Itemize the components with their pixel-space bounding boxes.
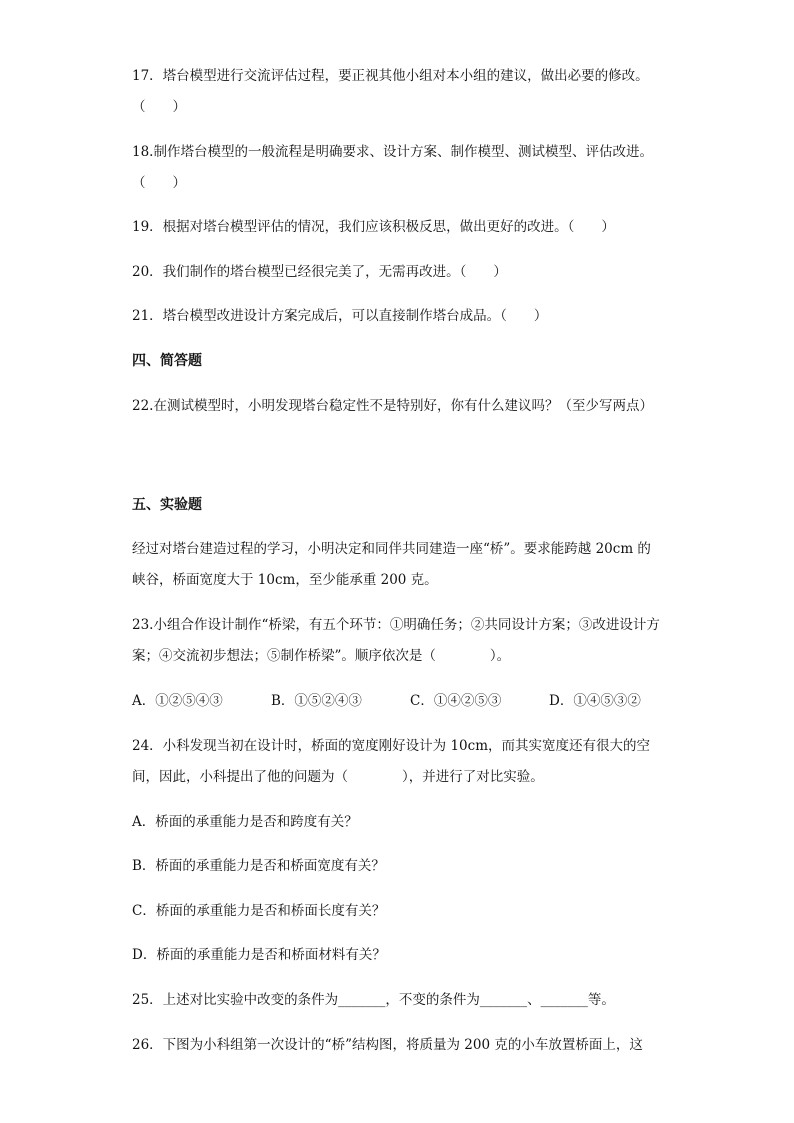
question-23-option-c: C．①④②⑤③ [410,693,502,709]
question-20: 20．我们制作的塔台模型已经很完美了，无需再改进。（ ） [132,264,507,280]
question-26: 26．下图为小科组第一次设计的“桥”结构图，将质量为 200 克的小车放置桥面上，这 [132,1037,643,1053]
question-24-option-c: C．桥面的承重能力是否和桥面长度有关？ [132,903,386,919]
question-23-option-a: A．①②⑤④③ [132,693,223,709]
question-23-option-d: D．①④⑤③② [549,693,641,709]
question-21: 21．塔台模型改进设计方案完成后，可以直接制作塔台成品。（ ） [132,308,548,324]
question-17-line-1: 17．塔台模型进行交流评估过程，要正视其他小组对本小组的建议，做出必要的修改。 [132,68,649,84]
experiment-intro-line-2: 峡谷，桥面宽度大于 10cm，至少能承重 200 克。 [132,572,438,588]
section-heading-experiment: 五、实验题 [132,497,202,513]
question-24-line-2: 间，因此，小科提出了他的问题为（ ），并进行了对比实验。 [132,769,544,785]
question-24-option-b: B．桥面的承重能力是否和桥面宽度有关？ [132,858,385,874]
question-23-option-b: B．①⑤②④③ [271,693,362,709]
question-17-line-2: （ ） [132,99,186,115]
question-24-option-a: A．桥面的承重能力是否和跨度有关？ [132,814,358,830]
question-22: 22.在测试模型时，小明发现塔台稳定性不是特别好，你有什么建议吗？（至少写两点） [132,398,653,414]
question-19: 19．根据对塔台模型评估的情况，我们应该积极反思，做出更好的改进。（ ） [132,219,615,235]
question-23-line-1: 23.小组合作设计制作“桥梁，有五个环节：①明确任务；②共同设计方案；③改进设计方 [132,617,660,633]
section-heading-short-answer: 四、简答题 [132,353,202,369]
question-24-line-1: 24．小科发现当初在设计时，桥面的宽度刚好设计为 10cm，而其实宽度还有很大的空 [132,738,651,754]
question-25: 25．上述对比实验中改变的条件为_______，不变的条件为_______、_______等。 [132,992,615,1008]
question-23-line-2: 案；④交流初步想法；⑤制作桥梁”。顺序依次是（ ）。 [132,648,511,664]
experiment-intro-line-1: 经过对塔台建造过程的学习，小明决定和同伴共同建造一座“桥”。要求能跨越 20cm 的 [132,541,651,557]
question-18-line-2: （ ） [132,175,186,191]
question-18-line-1: 18.制作塔台模型的一般流程是明确要求、设计方案、制作模型、测试模型、评估改进。 [132,144,653,160]
question-24-option-d: D．桥面的承重能力是否和桥面材料有关？ [132,947,386,963]
